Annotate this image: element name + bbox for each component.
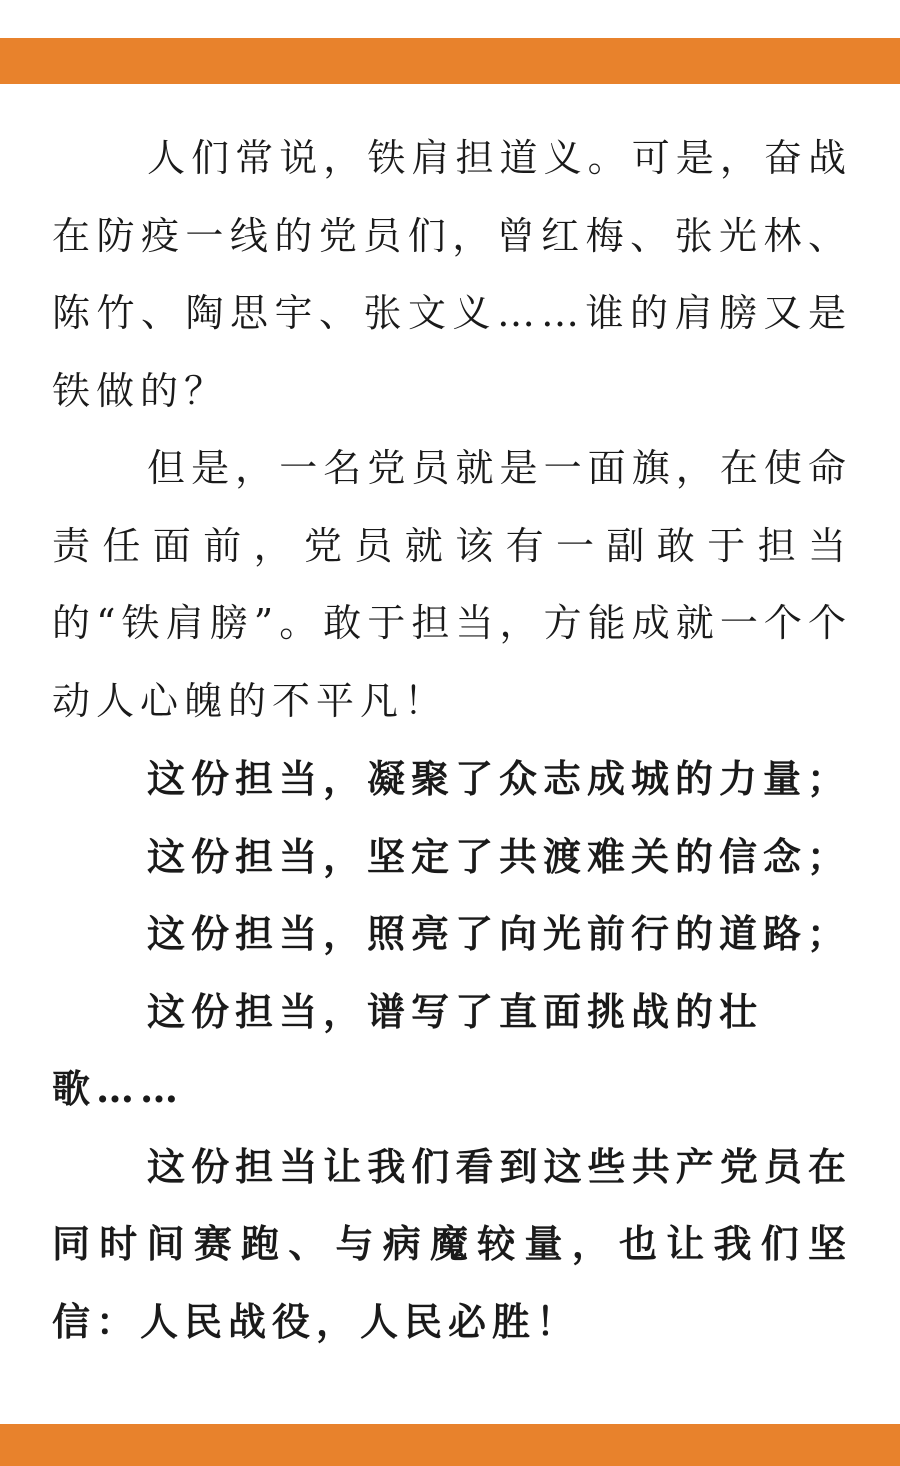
paragraph-1: 人们常说，铁肩担道义。可是，奋战在防疫一线的党员们，曾红梅、张光林、陈竹、陶思宇、张文义……谁的肩膀又是铁做的？: [52, 136, 852, 413]
bottom-accent-band: [0, 1424, 900, 1466]
article-body: [52, 120, 852, 1360]
paragraph-2: 但是，一名党员就是一面旗，在使命责任面前，党员就该有一副敢于担当的“铁肩膀”。敢于担当，方能成就一个个动人心魄的不平凡！: [52, 446, 852, 723]
paragraph-3: 这份担当让我们看到这些共产党员在同时间赛跑、与病魔较量，也让我们坚信：人民战役，人民必胜！: [52, 1143, 852, 1344]
parallel-line-4: 这份担当，谱写了直面挑战的壮歌……: [52, 988, 764, 1111]
parallel-lines: [52, 740, 852, 1128]
parallel-line-2: 这份担当，坚定了共渡难关的信念；: [147, 833, 852, 879]
top-accent-band: [0, 38, 900, 84]
parallel-line-3: 这份担当，照亮了向光前行的道路；: [147, 911, 852, 956]
parallel-line-1: 这份担当，凝聚了众志成城的力量；: [147, 756, 852, 801]
